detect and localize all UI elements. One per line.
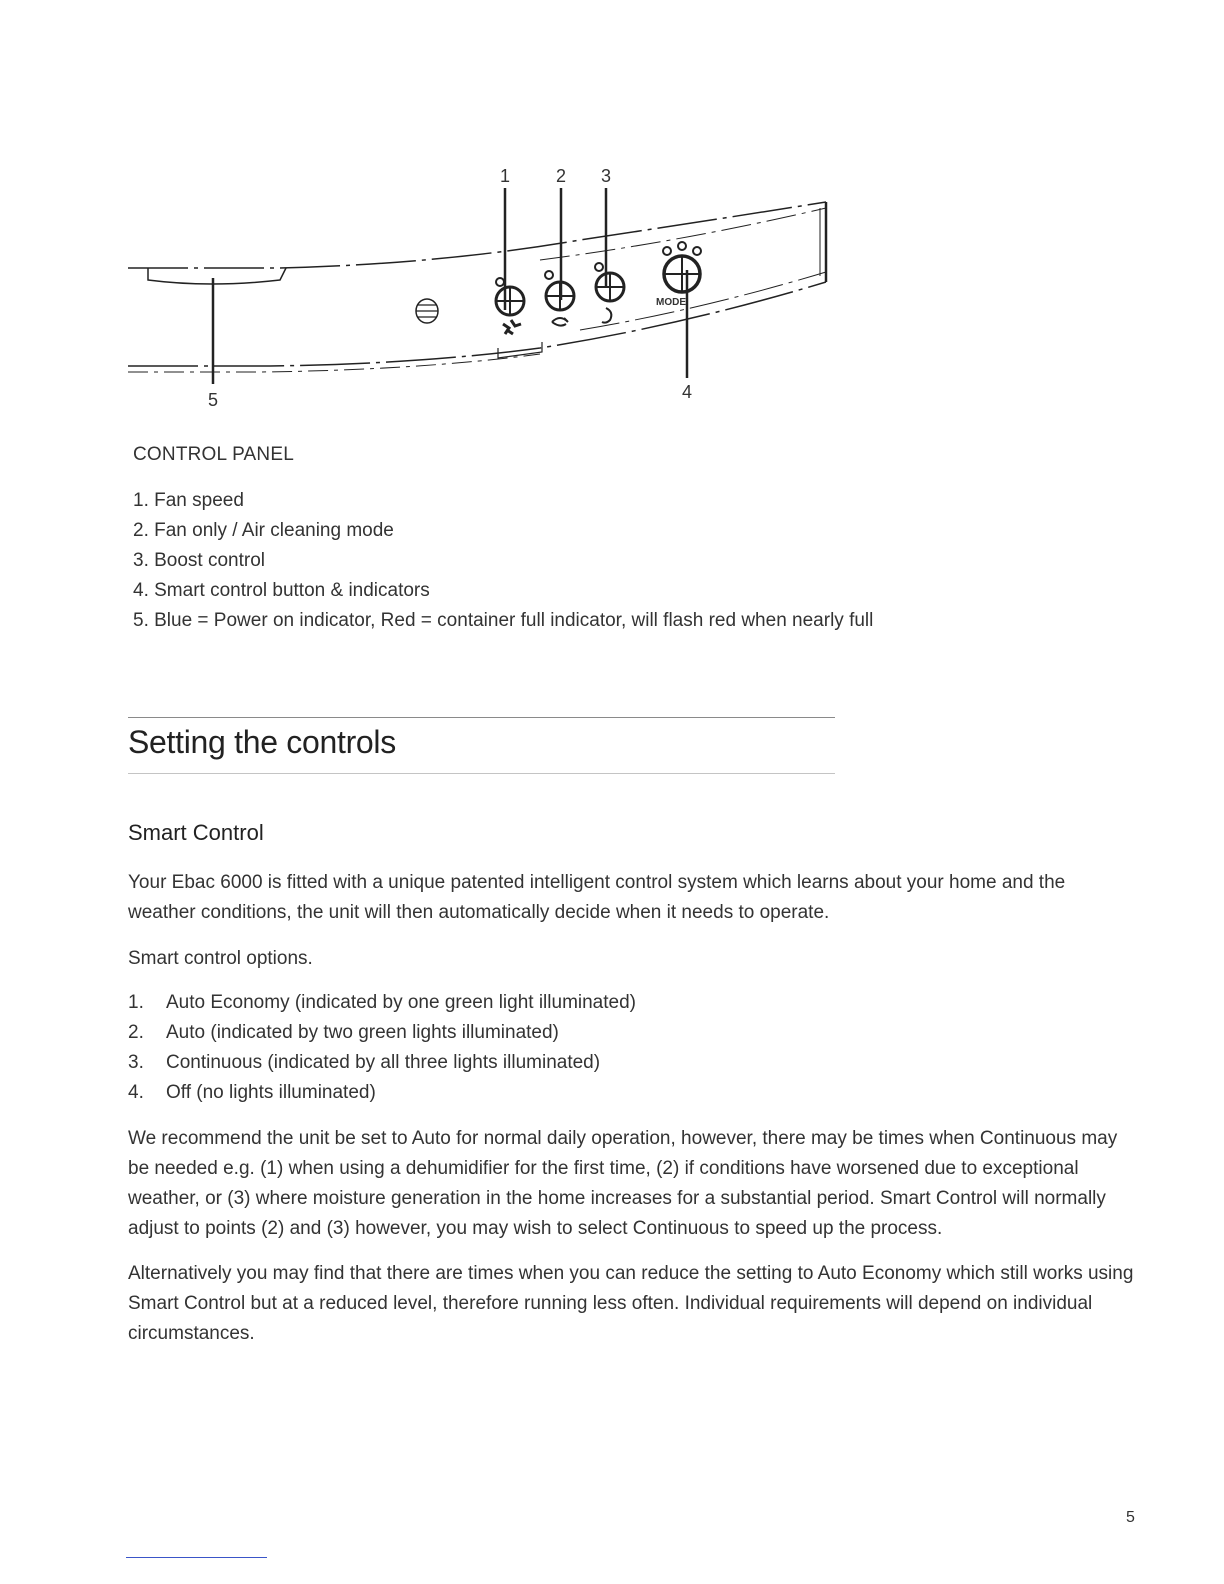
list-item-text: Continuous (indicated by all three lights illuminated) [166,1052,601,1073]
control-panel-illustration [120,160,840,420]
grille-icon [416,299,438,323]
callout-4: 4 [682,382,693,402]
recommendation-paragraph: We recommend the unit be set to Auto for normal daily operation, however, there may be times when Continuous may be needed e.g. (1) when using a dehumidifier for the first time, (2) if conditions have worsened due to exceptional weather, or (3) where moisture generation in the home increases for a substantial period. Smart Control will normally adjust to points (2) and (3) however, you may wish to select Continuous to speed up the process. [128,1128,1118,1239]
indicator-light-3 [693,247,701,255]
boost-moon-icon [602,308,611,323]
callout-2: 2 [556,166,567,186]
indicator-light-1 [663,247,671,255]
callout-5: 5 [208,390,219,410]
list-item-number: 2. [128,1022,144,1043]
list-item [128,1048,636,1078]
section-rule-bottom [128,773,835,774]
list-item-number: 1. [128,992,144,1013]
alternative-paragraph: Alternatively you may find that there are times when you can reduce the setting to Auto Economy which still works using Smart Control but at a reduced level, therefore running less often. Individual requirements will depend on individual circumstances. [128,1263,1134,1344]
list-item [128,988,636,1018]
list-item-number: 4. [128,1082,144,1103]
list-item-number: 3. [128,1052,144,1073]
fan-icon [503,320,521,334]
control-panel-item: 4. Smart control button & indicators [133,580,430,601]
control-panel-item: 2. Fan only / Air cleaning mode [133,520,394,541]
smart-control-heading: Smart Control [128,820,264,845]
fan-only-button [545,271,574,326]
smart-control-options [128,988,636,1108]
fan-speed-button [496,278,524,334]
control-panel-item: 1. Fan speed [133,490,244,511]
control-panel-item: 3. Boost control [133,550,266,571]
control-panel-diagram [120,160,840,420]
list-item-text: Auto (indicated by two green lights illuminated) [166,1022,559,1043]
recirculate-icon [552,318,568,326]
footer-line [126,1557,267,1558]
list-item-text: Auto Economy (indicated by one green light illuminated) [166,992,636,1013]
smart-control-options-label: Smart control options. [128,948,313,969]
smart-control-intro: Your Ebac 6000 is fitted with a unique patented intelligent control system which learns about your home and the weather conditions, the unit will then automatically decide when it needs to operate. [128,872,1066,923]
control-panel-list [133,486,873,636]
indicator-light-2 [678,242,686,250]
section-rule-top [128,717,835,718]
list-item-text: Off (no lights illuminated) [166,1082,376,1103]
control-panel-caption: CONTROL PANEL [133,444,294,465]
callout-1: 1 [500,166,511,186]
control-panel-item: 5. Blue = Power on indicator, Red = container full indicator, will flash red when nearly full [133,610,874,631]
list-item [128,1018,636,1048]
section-title: Setting the controls [128,724,396,760]
page-number: 5 [1126,1509,1135,1526]
boost-button [595,263,624,323]
callout-3: 3 [601,166,612,186]
mode-label: MODE [656,297,686,308]
list-item [128,1078,636,1108]
smart-control-button [656,242,701,308]
